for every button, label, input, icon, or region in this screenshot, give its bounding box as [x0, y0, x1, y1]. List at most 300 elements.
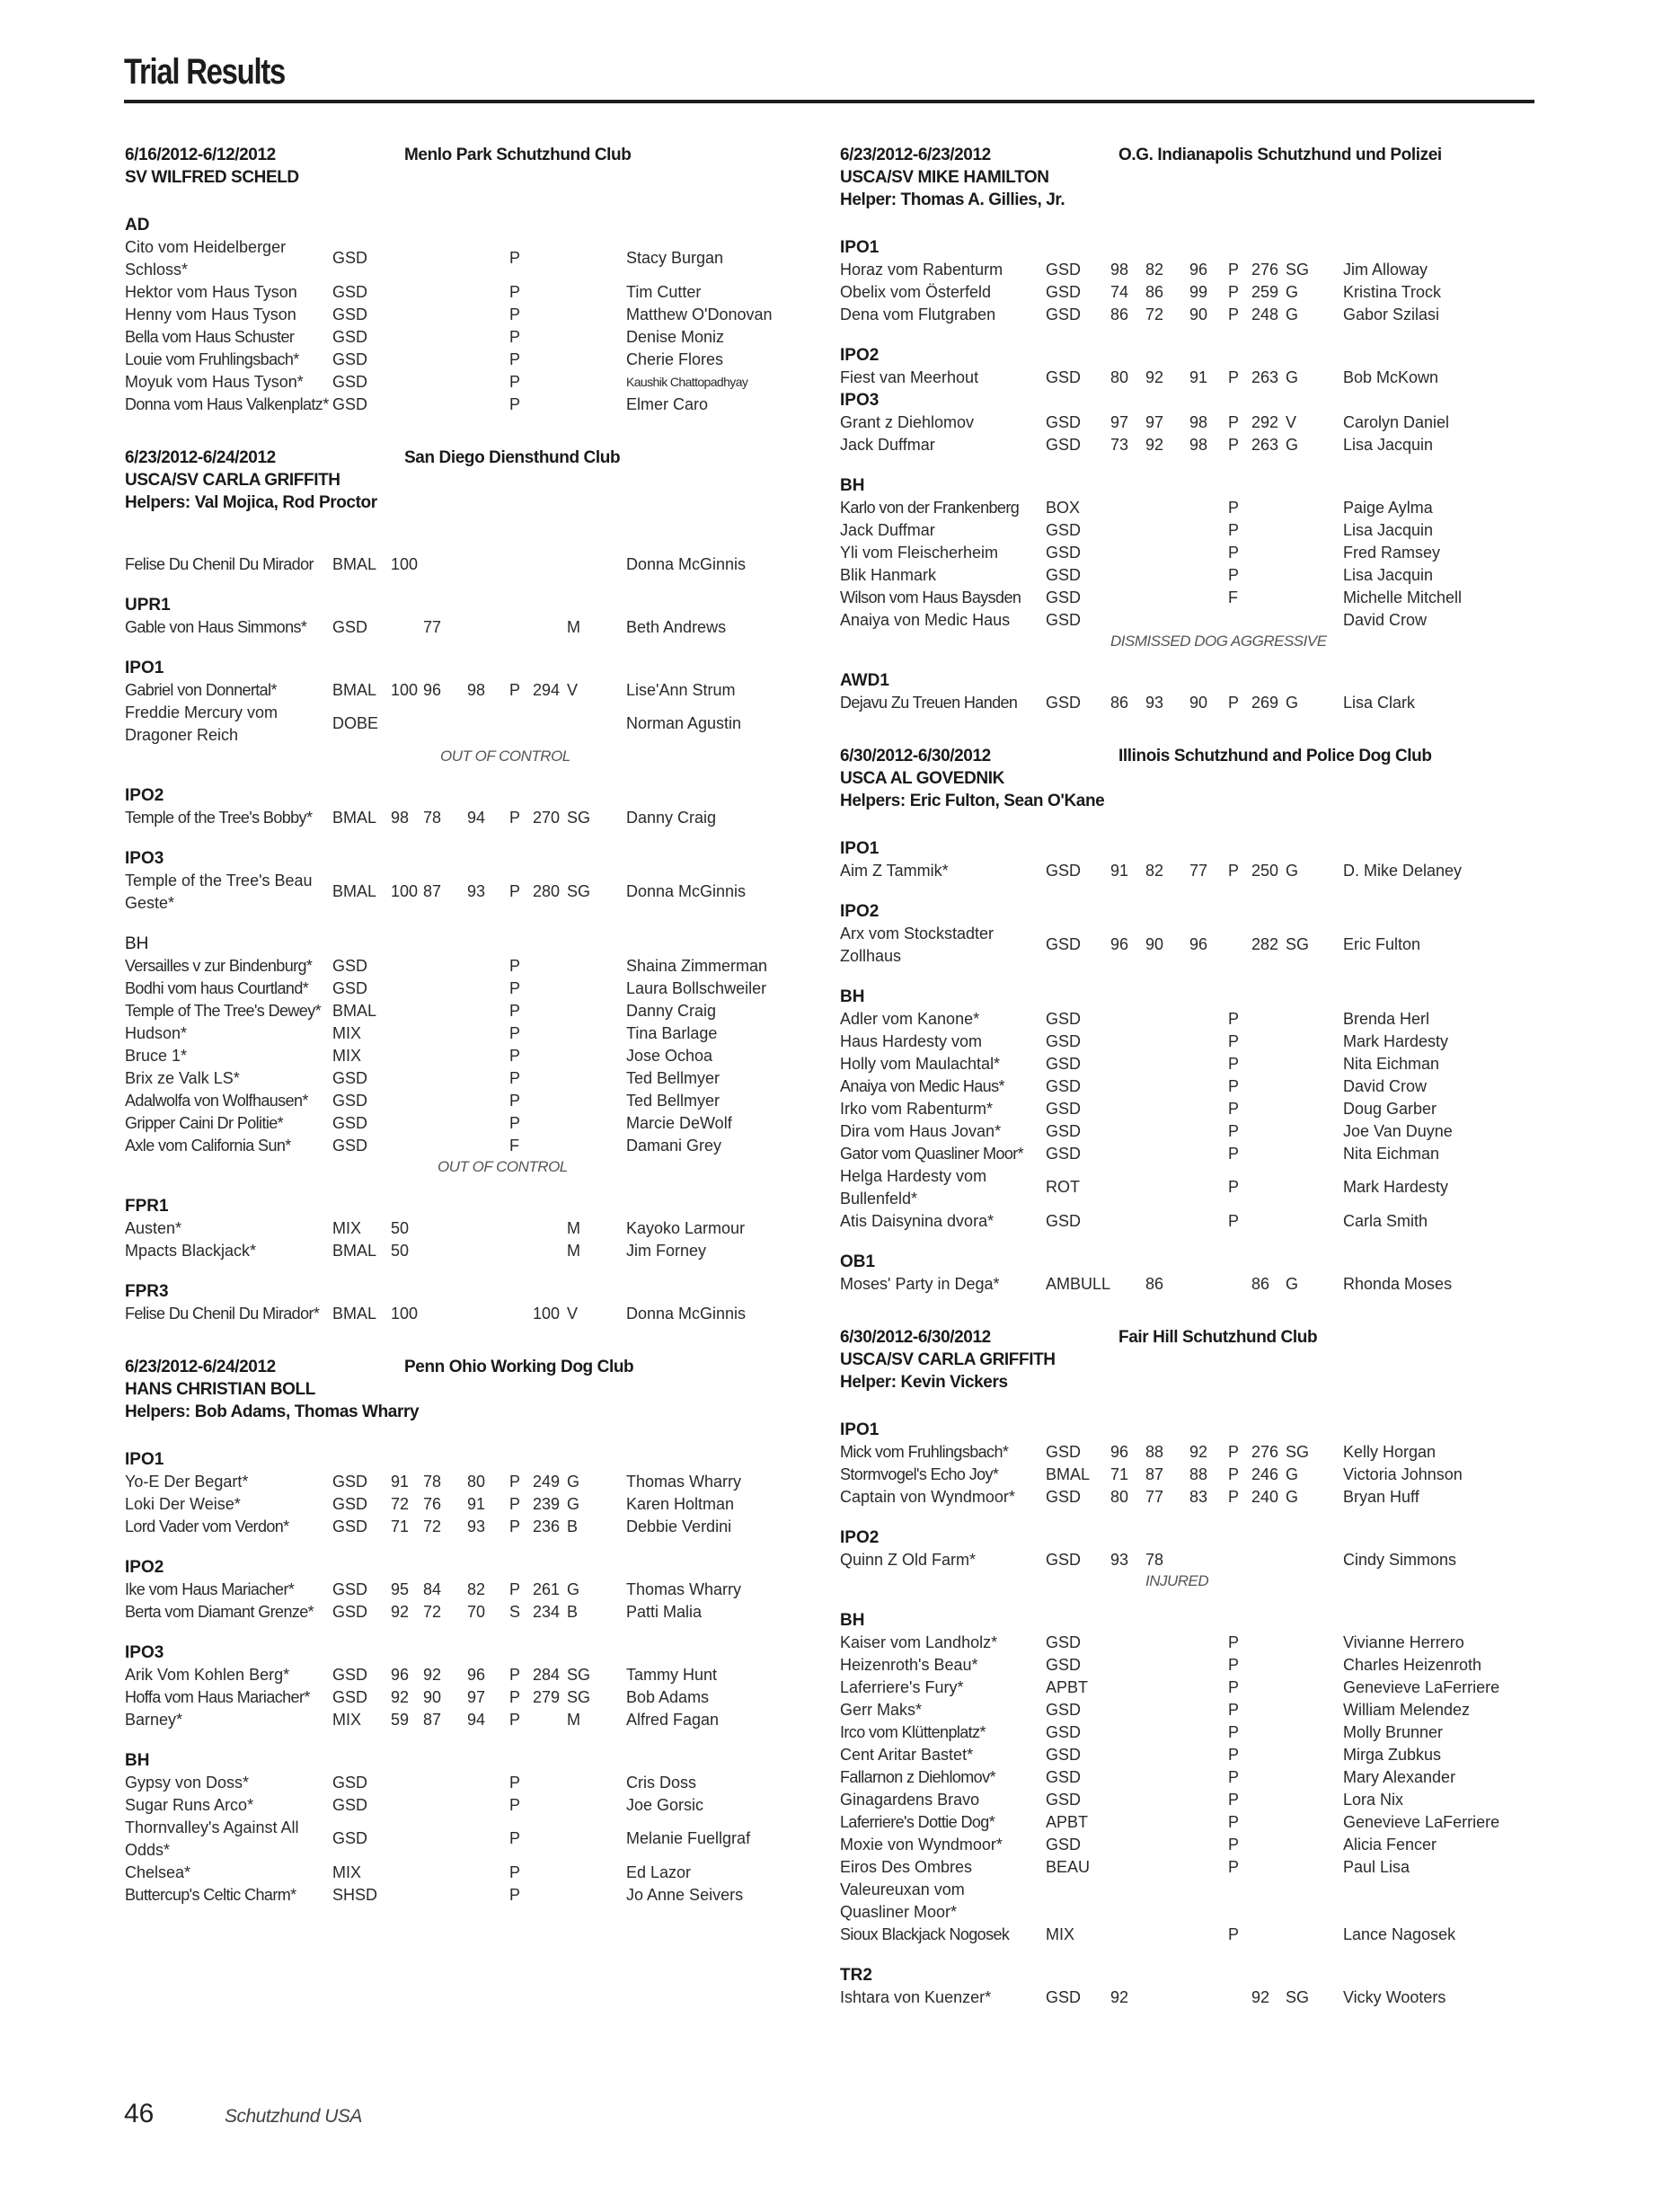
- dog-name: Felise Du Chenil Du Mirador: [125, 555, 314, 573]
- pass-fail: P: [509, 1495, 521, 1513]
- right-column: [840, 144, 1541, 2039]
- class-label: IPO2: [840, 1528, 880, 1547]
- handler-name: Ted Bellmyer: [626, 1092, 720, 1110]
- result-row: [840, 367, 1541, 389]
- total-score: 250: [1251, 862, 1279, 880]
- score-obedience: 72: [423, 1517, 442, 1535]
- dog-name: Captain von Wyndmoor*: [840, 1488, 1015, 1506]
- pass-fail: P: [509, 1666, 521, 1684]
- class-gap: [840, 1591, 1541, 1604]
- dog-name: Moxie von Wyndmoor*: [840, 1836, 1003, 1854]
- result-row: [125, 281, 826, 304]
- rating: G: [1286, 862, 1299, 880]
- handler-name: Victoria Johnson: [1343, 1465, 1463, 1483]
- class-gap: [840, 1233, 1541, 1245]
- trial-header-line: [125, 447, 826, 469]
- dog-name: Gerr Maks*: [840, 1701, 923, 1719]
- total-score: 263: [1251, 368, 1279, 386]
- helpers: Helpers: Eric Fulton, Sean O'Kane: [840, 792, 1105, 810]
- total-score: 279: [533, 1688, 561, 1706]
- rating: G: [567, 1580, 580, 1598]
- handler-name: Carla Smith: [1343, 1212, 1428, 1230]
- dog-name: Arik Vom Kohlen Berg*: [125, 1666, 290, 1684]
- handler-name: Thomas Wharry: [626, 1580, 742, 1598]
- dog-name: Bruce 1*: [125, 1047, 188, 1065]
- class-gap: [840, 1509, 1541, 1521]
- score-obedience: 87: [423, 1711, 442, 1729]
- pass-fail: P: [1228, 1791, 1240, 1809]
- result-row: [125, 304, 826, 326]
- result-row: [840, 1549, 1541, 1571]
- pass-fail: P: [509, 305, 521, 323]
- rating: G: [567, 1495, 580, 1513]
- handler-name: Stacy Burgan: [626, 249, 724, 267]
- pass-fail: P: [1228, 521, 1240, 539]
- result-row: [840, 1766, 1541, 1789]
- class-gap: [840, 714, 1541, 727]
- total-score: 248: [1251, 305, 1279, 323]
- result-row: [840, 587, 1541, 609]
- pass-fail: P: [509, 249, 521, 267]
- score-obedience: 88: [1145, 1443, 1164, 1461]
- result-row: [840, 1699, 1541, 1721]
- dog-name: Hoffa vom Haus Mariacher*: [125, 1688, 310, 1706]
- pass-fail: P: [1228, 1465, 1240, 1483]
- score-protection: 77: [1189, 862, 1208, 880]
- pass-fail: P: [1228, 566, 1240, 584]
- result-row: [125, 679, 826, 702]
- handler-name: Vivianne Herrero: [1343, 1633, 1464, 1651]
- breed: GSD: [1046, 283, 1082, 301]
- dog-name: Karlo von der Frankenberg: [840, 499, 1020, 517]
- handler-name: Matthew O'Donovan: [626, 305, 773, 323]
- trial-date: 6/23/2012-6/24/2012: [125, 448, 276, 467]
- score-protection: 90: [1189, 305, 1208, 323]
- dog-name: Cent Aritar Bastet*: [840, 1746, 974, 1764]
- score-obedience: 84: [423, 1580, 442, 1598]
- result-row: [840, 1789, 1541, 1811]
- pass-fail: P: [1228, 1701, 1240, 1719]
- spacer: [125, 1423, 826, 1443]
- total-score: 100: [533, 1305, 561, 1323]
- handler-name: Beth Andrews: [626, 618, 727, 636]
- dog-name: Laferriere's Dottie Dog*: [840, 1813, 995, 1831]
- result-row: [840, 1273, 1541, 1296]
- breed: GSD: [332, 373, 368, 391]
- dog-name: Jack Duffmar: [840, 521, 935, 539]
- breed: GSD: [332, 979, 368, 997]
- breed: GSD: [332, 395, 368, 413]
- class-label: IPO2: [125, 1558, 164, 1577]
- pass-fail: P: [509, 1829, 521, 1847]
- dog-name: Yo-E Der Begart*: [125, 1473, 249, 1491]
- class-label: TR2: [840, 1966, 872, 1985]
- dog-name: Moyuk vom Haus Tyson*: [125, 373, 304, 391]
- total-score: 92: [1251, 1988, 1270, 2006]
- breed: GSD: [332, 1473, 368, 1491]
- score-tracking: 50: [391, 1242, 410, 1260]
- result-row: [840, 304, 1541, 326]
- dog-name: Quinn Z Old Farm*: [840, 1551, 977, 1569]
- handler-name: Brenda Herl: [1343, 1010, 1430, 1028]
- handler-name: Jose Ochoa: [626, 1047, 713, 1065]
- breed: GSD: [332, 1517, 368, 1535]
- trial-header-line: [125, 144, 826, 166]
- club-name: O.G. Indianapolis Schutzhund und Polizei: [1118, 146, 1442, 164]
- breed: GSD: [332, 1666, 368, 1684]
- result-row: [840, 1120, 1541, 1143]
- score-tracking: 73: [1110, 436, 1129, 454]
- score-protection: 96: [1189, 261, 1208, 279]
- handler-name: William Melendez: [1343, 1701, 1471, 1719]
- score-tracking: 100: [391, 882, 419, 900]
- judge-name: USCA/SV CARLA GRIFFITH: [840, 1350, 1056, 1369]
- handler-name: Elmer Caro: [626, 395, 709, 413]
- result-note: [125, 747, 826, 766]
- trial-block: [125, 144, 826, 429]
- score-tracking: 80: [1110, 368, 1129, 386]
- dog-name: Grant z Diehlomov: [840, 413, 975, 431]
- breed: GSD: [1046, 1055, 1082, 1073]
- pass-fail: P: [1228, 1055, 1240, 1073]
- dog-name: Holly vom Maulachtal*: [840, 1055, 1001, 1073]
- score-protection: 93: [467, 882, 486, 900]
- total-score: 276: [1251, 261, 1279, 279]
- trial-header-line: [840, 1326, 1541, 1349]
- breed: GSD: [1046, 1032, 1082, 1050]
- judge-name: USCA/SV MIKE HAMILTON: [840, 168, 1049, 187]
- trial-block: [125, 447, 826, 1338]
- rating: M: [567, 1711, 580, 1729]
- pass-fail: P: [1228, 1723, 1240, 1741]
- pass-fail: P: [509, 1024, 521, 1042]
- pass-fail: P: [509, 882, 521, 900]
- class-label: OB1: [840, 1252, 876, 1271]
- result-row: [125, 1772, 826, 1794]
- score-tracking: 71: [391, 1517, 410, 1535]
- result-row: [840, 1441, 1541, 1464]
- class-gap: [125, 416, 826, 429]
- handler-name: Kayoko Larmour: [626, 1219, 746, 1237]
- dog-name: Louie vom Fruhlingsbach*: [125, 350, 299, 368]
- result-row: [840, 1008, 1541, 1031]
- class-label: IPO3: [840, 391, 880, 410]
- pass-fail: P: [1228, 1488, 1240, 1506]
- handler-name: David Crow: [1343, 611, 1428, 629]
- score-obedience: 87: [1145, 1465, 1164, 1483]
- breed: BEAU: [1046, 1858, 1091, 1876]
- score-tracking: 72: [391, 1495, 410, 1513]
- page-title: Trial Results: [124, 52, 286, 92]
- left-column: [125, 144, 826, 1937]
- breed: GSD: [1046, 1791, 1082, 1809]
- score-tracking: 100: [391, 681, 419, 699]
- handler-name: Laura Bollschweiler: [626, 979, 767, 997]
- handler-name: Norman Agustin: [626, 714, 742, 732]
- dog-name: Ginagardens Bravo: [840, 1791, 980, 1809]
- handler-name: Donna McGinnis: [626, 882, 747, 900]
- dog-name: Anaiya von Medic Haus: [840, 611, 1011, 629]
- handler-name: Marcie DeWolf: [626, 1114, 732, 1132]
- breed: GSD: [1046, 261, 1082, 279]
- rating: G: [1286, 1275, 1299, 1293]
- handler-name: Danny Craig: [626, 1002, 717, 1020]
- class-gap: [125, 1177, 826, 1190]
- rating: B: [567, 1603, 579, 1621]
- score-protection: 98: [1189, 413, 1208, 431]
- pass-fail: P: [509, 1517, 521, 1535]
- score-protection: 82: [467, 1580, 486, 1598]
- spacer: [840, 211, 1541, 231]
- result-row: [840, 411, 1541, 434]
- total-score: 282: [1251, 935, 1279, 953]
- score-tracking: 96: [1110, 1443, 1129, 1461]
- class-gap: [840, 2009, 1541, 2022]
- score-protection: 91: [1189, 368, 1208, 386]
- trial-header-line: [125, 1356, 826, 1378]
- score-tracking: 91: [1110, 862, 1129, 880]
- class-gap: [125, 1907, 826, 1919]
- handler-name: Alfred Fagan: [626, 1711, 720, 1729]
- result-row: [125, 394, 826, 416]
- dog-name: Heizenroth's Beau*: [840, 1656, 978, 1674]
- note-text: OUT OF CONTROL: [438, 1158, 568, 1175]
- class-gap: [125, 1538, 826, 1551]
- dog-name: Jack Duffmar: [840, 436, 935, 454]
- score-tracking: 59: [391, 1711, 410, 1729]
- breed: GSD: [332, 305, 368, 323]
- rating: V: [1286, 413, 1297, 431]
- trial-header-line: [840, 745, 1541, 767]
- handler-name: Paige Aylma: [1343, 499, 1433, 517]
- dog-name: Adler vom Kanone*: [840, 1010, 980, 1028]
- score-protection: 70: [467, 1603, 486, 1621]
- score-tracking: 91: [391, 1473, 410, 1491]
- rating: SG: [567, 1666, 591, 1684]
- dog-name: Irco vom Klüttenplatz*: [840, 1723, 986, 1741]
- result-row: [125, 371, 826, 394]
- breed: GSD: [1046, 1122, 1082, 1140]
- note-text: INJURED: [1145, 1572, 1209, 1589]
- total-score: 292: [1251, 413, 1279, 431]
- handler-name: Tim Cutter: [626, 283, 702, 301]
- score-tracking: 97: [1110, 413, 1129, 431]
- pass-fail: P: [1228, 544, 1240, 562]
- dog-name: Dena vom Flutgraben: [840, 305, 996, 323]
- pass-fail: P: [1228, 1925, 1240, 1943]
- dog-name: Axle vom California Sun*: [125, 1137, 291, 1155]
- handler-name: Jim Forney: [626, 1242, 707, 1260]
- breed: MIX: [1046, 1925, 1075, 1943]
- dog-name: Freddie Mercury vom Dragoner Reich: [125, 703, 278, 744]
- score-protection: 92: [1189, 1443, 1208, 1461]
- magazine-name: Schutzhund USA: [225, 2106, 362, 2127]
- result-row: [840, 1053, 1541, 1075]
- result-note: [125, 1157, 826, 1177]
- rating: G: [1286, 694, 1299, 712]
- score-tracking: 93: [1110, 1551, 1129, 1569]
- breed: GSD: [332, 283, 368, 301]
- handler-name: Kelly Horgan: [1343, 1443, 1437, 1461]
- pass-fail: P: [509, 1092, 521, 1110]
- class-label: IPO1: [125, 659, 164, 677]
- result-row: [125, 807, 826, 829]
- handler-name: Thomas Wharry: [626, 1473, 742, 1491]
- result-row: [840, 1924, 1541, 1946]
- class-label: IPO2: [125, 786, 164, 805]
- breed: GSD: [1046, 1443, 1082, 1461]
- class-gap: [840, 882, 1541, 895]
- dog-name: Gator vom Quasliner Moor*: [840, 1145, 1024, 1163]
- spacer: [125, 534, 826, 553]
- dog-name: Stormvogel's Echo Joy*: [840, 1465, 999, 1483]
- result-row: [125, 1112, 826, 1135]
- handler-name: Donna McGinnis: [626, 1305, 747, 1323]
- pass-fail: P: [1228, 1010, 1240, 1028]
- rating: M: [567, 1242, 580, 1260]
- handler-name: Genevieve LaFerriere: [1343, 1813, 1500, 1831]
- breed: GSD: [1046, 1100, 1082, 1118]
- rating: V: [567, 1305, 579, 1323]
- handler-name: Genevieve LaFerriere: [1343, 1678, 1500, 1696]
- rating: G: [1286, 283, 1299, 301]
- score-protection: 94: [467, 1711, 486, 1729]
- pass-fail: P: [1228, 413, 1240, 431]
- dog-name: Anaiya von Medic Haus*: [840, 1077, 1004, 1095]
- class-label: IPO3: [125, 1643, 164, 1662]
- breed: GSD: [332, 1114, 368, 1132]
- handler-name: Bob Adams: [626, 1688, 710, 1706]
- score-protection: 97: [467, 1688, 486, 1706]
- result-row: [840, 1879, 1541, 1901]
- handler-name: Gabor Szilasi: [1343, 305, 1440, 323]
- score-tracking: 96: [391, 1666, 410, 1684]
- result-row: [125, 1493, 826, 1516]
- handler-name: Denise Moniz: [626, 328, 725, 346]
- handler-name: Fred Ramsey: [1343, 544, 1441, 562]
- result-row: [840, 1075, 1541, 1098]
- score-tracking: 95: [391, 1580, 410, 1598]
- pass-fail: P: [509, 1069, 521, 1087]
- class-gap: [125, 915, 826, 927]
- result-row: [840, 1031, 1541, 1053]
- spacer: [125, 514, 826, 534]
- dog-name: Quasliner Moor*: [840, 1903, 958, 1921]
- dog-name: Austen*: [125, 1219, 182, 1237]
- handler-name: Lora Nix: [1343, 1791, 1404, 1809]
- breed: GSD: [1046, 1551, 1082, 1569]
- score-obedience: 86: [1145, 283, 1164, 301]
- pass-fail: P: [509, 1688, 521, 1706]
- handler-name: Jim Alloway: [1343, 261, 1428, 279]
- spacer: [125, 189, 826, 208]
- dog-name: Versailles v zur Bindenburg*: [125, 957, 313, 975]
- club-name: Penn Ohio Working Dog Club: [404, 1358, 634, 1376]
- score-tracking: 92: [391, 1603, 410, 1621]
- result-row: [840, 564, 1541, 587]
- class-label: IPO1: [840, 839, 880, 858]
- breed: GSD: [332, 1137, 368, 1155]
- total-score: 276: [1251, 1443, 1279, 1461]
- dog-name: Donna vom Haus Valkenplatz*: [125, 395, 329, 413]
- handler-name: Lisa Clark: [1343, 694, 1416, 712]
- dog-name: Blik Hanmark: [840, 566, 937, 584]
- total-score: 246: [1251, 1465, 1279, 1483]
- result-row: [125, 1000, 826, 1022]
- score-obedience: 92: [1145, 436, 1164, 454]
- handler-name: Mirga Zubkus: [1343, 1746, 1442, 1764]
- pass-fail: P: [509, 283, 521, 301]
- breed: MIX: [332, 1047, 362, 1065]
- breed: GSD: [332, 1069, 368, 1087]
- trial-date: 6/30/2012-6/30/2012: [840, 747, 991, 765]
- club-name: San Diego Diensthund Club: [404, 448, 621, 467]
- dog-name: Wilson vom Haus Baysden: [840, 588, 1021, 606]
- rating: G: [1286, 368, 1299, 386]
- breed: GSD: [1046, 1988, 1082, 2006]
- handler-name: Damani Grey: [626, 1137, 722, 1155]
- score-protection: 90: [1189, 694, 1208, 712]
- judge-name: HANS CHRISTIAN BOLL: [125, 1380, 315, 1399]
- breed: MIX: [332, 1863, 362, 1881]
- breed: GSD: [332, 350, 368, 368]
- pass-fail: P: [1228, 1077, 1240, 1095]
- class-gap: [125, 1731, 826, 1744]
- class-label: IPO2: [840, 346, 880, 365]
- result-row: [125, 553, 826, 576]
- score-protection: 91: [467, 1495, 486, 1513]
- total-score: 280: [533, 882, 561, 900]
- score-obedience: 82: [1145, 261, 1164, 279]
- handler-name: Alicia Fencer: [1343, 1836, 1437, 1854]
- pass-fail: S: [509, 1603, 521, 1621]
- pass-fail: P: [509, 395, 521, 413]
- breed: GSD: [1046, 436, 1082, 454]
- result-row: [840, 923, 1541, 968]
- dog-name: Buttercup's Celtic Charm*: [125, 1886, 296, 1904]
- breed: BMAL: [332, 1242, 377, 1260]
- total-score: 284: [533, 1666, 561, 1684]
- breed: BMAL: [332, 555, 377, 573]
- handler-name: Mary Alexander: [1343, 1768, 1456, 1786]
- result-row: [840, 860, 1541, 882]
- breed: GSD: [1046, 305, 1082, 323]
- breed: APBT: [1046, 1813, 1089, 1831]
- result-row: [125, 1862, 826, 1884]
- score-tracking: 86: [1110, 305, 1129, 323]
- dog-name: Valeureuxan vom: [840, 1880, 965, 1898]
- breed: BMAL: [332, 681, 377, 699]
- score-protection: 98: [1189, 436, 1208, 454]
- breed: GSD: [1046, 862, 1082, 880]
- dog-name: Bodhi vom haus Courtland*: [125, 979, 309, 997]
- pass-fail: P: [509, 1863, 521, 1881]
- class-label: UPR1: [125, 596, 171, 615]
- score-obedience: 96: [423, 681, 442, 699]
- trial-date: 6/23/2012-6/23/2012: [840, 146, 991, 164]
- class-label: IPO1: [840, 238, 880, 257]
- breed: GSD: [1046, 1633, 1082, 1651]
- result-row: [840, 609, 1541, 632]
- dog-name: Atis Daisynina dvora*: [840, 1212, 995, 1230]
- rating: B: [567, 1517, 579, 1535]
- class-label: IPO3: [125, 849, 164, 868]
- breed: GSD: [1046, 1077, 1082, 1095]
- breed: GSD: [1046, 1145, 1082, 1163]
- handler-name: Mark Hardesty: [1343, 1032, 1449, 1050]
- pass-fail: P: [1228, 499, 1240, 517]
- total-score: 270: [533, 809, 561, 827]
